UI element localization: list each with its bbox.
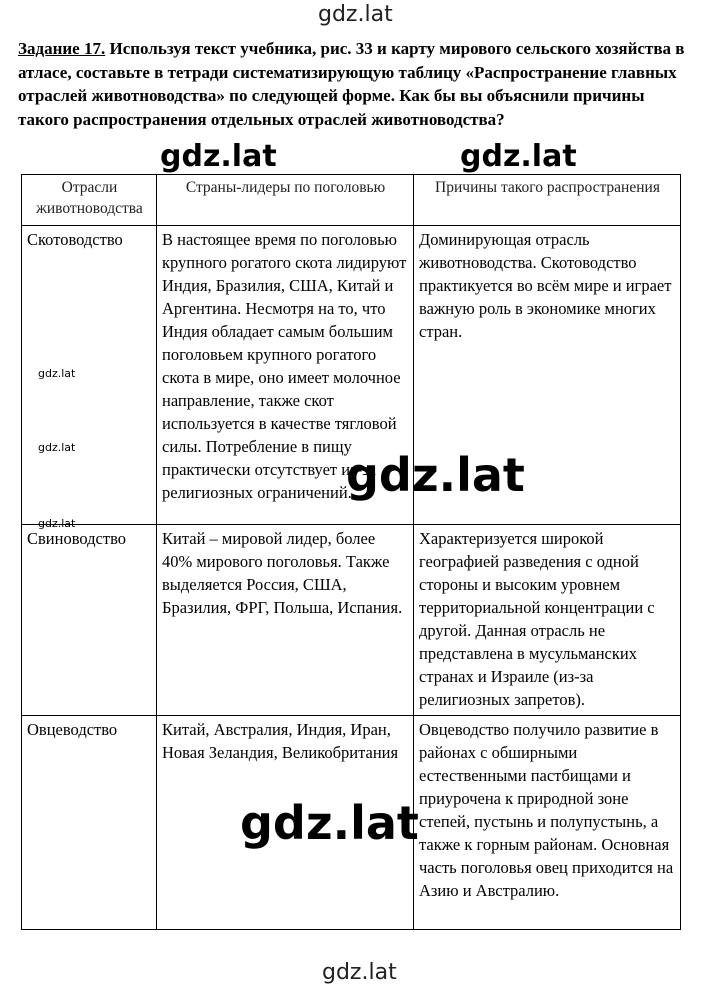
watermark-small: gdz.lat <box>38 367 76 380</box>
header-reasons: Причины такого распространения <box>414 175 681 226</box>
task-number: Задание 17. <box>18 39 106 58</box>
task-text: Используя текст учебника, рис. 33 и карту мирового сельского хозяйства в атласе, составьте в тетради систематизирующую таблицу «Распространение главных отраслей животноводства» по следующей форме. Как бы вы объяснили причины такого распространения отдельных отраслей животноводства? <box>18 39 685 129</box>
cell-leaders: Китай – мировой лидер, более 40% мирового поголовья. Также выделяется Россия, США, Бразилия, ФРГ, Польша, Испания. <box>157 525 414 716</box>
table-header-row <box>22 175 681 226</box>
watermark-small: gdz.lat <box>38 441 76 454</box>
cell-branch: Овцеводство <box>22 716 157 930</box>
watermark-small: gdz.lat <box>38 517 76 530</box>
cell-branch: Скотоводство <box>22 226 157 525</box>
cell-reasons: Доминирующая отрасль животноводства. Скотоводство практикуется во всём мире и играет важную роль в экономике многих стран. <box>414 226 681 525</box>
task-statement <box>18 37 686 131</box>
cell-branch: Свиноводство <box>22 525 157 716</box>
header-leaders: Страны-лидеры по поголовью <box>157 175 414 226</box>
cell-reasons: Овцеводство получило развитие в районах с обширными естественными пастбищами и приурочена к природной зоне степей, пустынь и полупустынь, а также к горным районам. Основная часть поголовья овец приходится на Азию и Австралию. <box>414 716 681 930</box>
watermark-top: gdz.lat <box>318 2 393 27</box>
watermark-large: gdz.lat <box>346 448 525 502</box>
watermark-bottom: gdz.lat <box>322 960 397 985</box>
watermark-mid-left: gdz.lat <box>160 139 277 174</box>
cell-reasons: Характеризуется широкой географией разведения с одной стороны и высоким уровнем территориальной концентрации с другой. Данная отрасль не представлена в мусульманских странах и Израиле (из-за религиозных запретов). <box>414 525 681 716</box>
cell-leaders: Китай, Австралия, Индия, Иран, Новая Зеландия, Великобритания <box>157 716 414 930</box>
table-row <box>22 525 681 716</box>
cell-leaders: В настоящее время по поголовью крупного рогатого скота лидируют Индия, Бразилия, США, Китай и Аргентина. Несмотря на то, что Индия обладает самым большим поголовьем крупного рогатого скота в мире, оно имеет молочное направление, также скот используется в качестве тягловой силы. Потребление в пищу практически отсутствует из-за религиозных ограничений. <box>157 226 414 525</box>
watermark-large: gdz.lat <box>240 796 419 850</box>
header-branch: Отрасли животноводства <box>22 175 157 226</box>
watermark-mid-right: gdz.lat <box>460 139 577 174</box>
